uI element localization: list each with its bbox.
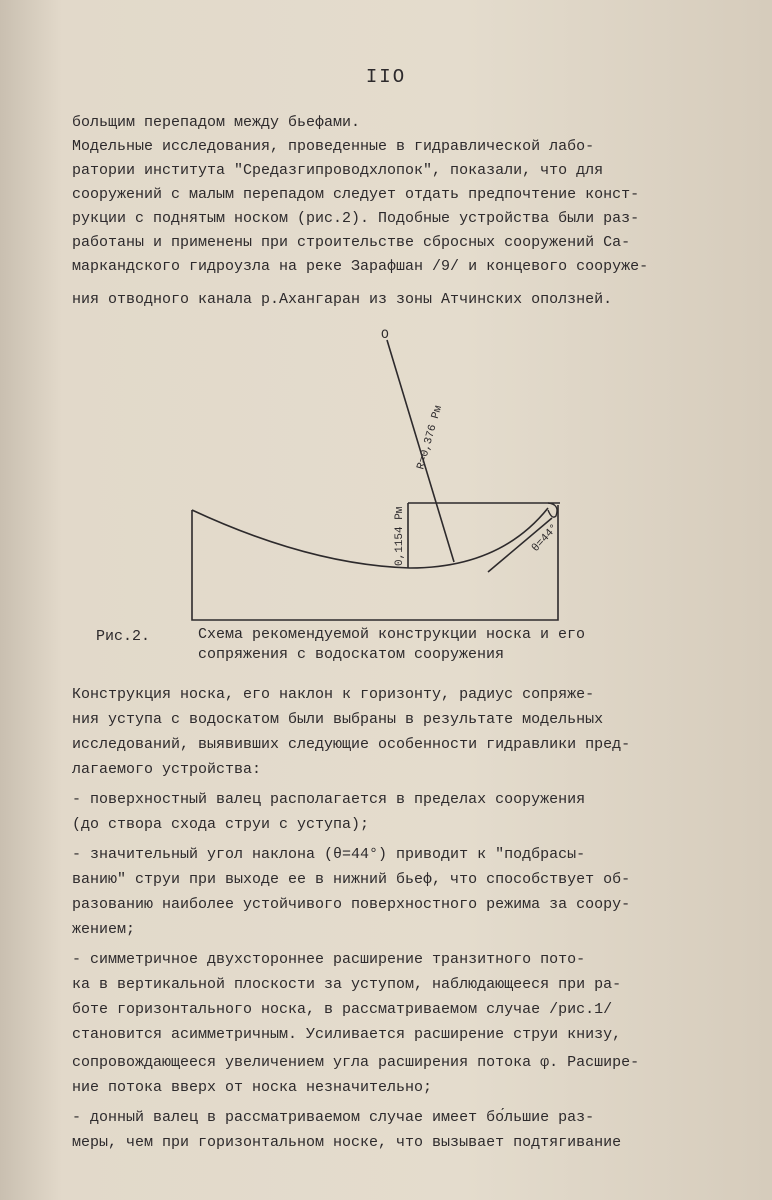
- text-line: сопровождающееся увеличением угла расширения потока φ. Расшире-: [72, 1054, 640, 1071]
- text-line: - симметричное двухстороннее расширение транзитного пото-: [72, 951, 586, 968]
- text-line: рукции с поднятым носком (рис.2). Подобные устройства были раз-: [72, 210, 640, 227]
- text-line: работаны и применены при строительстве сбросных сооружений Са-: [72, 234, 631, 251]
- page-number: IIO: [365, 66, 407, 88]
- text-line: ния уступа с водоскатом были выбраны в результате модельных: [72, 711, 604, 728]
- text-line: разованию наиболее устойчивого поверхностного режима за соору-: [72, 896, 631, 913]
- text-line: - поверхностный валец располагается в пределах сооружения: [72, 791, 586, 808]
- text-line: становится асимметричным. Усиливается расширение струи книзу,: [72, 1026, 622, 1043]
- text-line: Конструкция носка, его наклон к горизонту, радиус сопряже-: [72, 686, 595, 703]
- text-line: лагаемого устройства:: [72, 761, 262, 778]
- text-line: ванию" струи при выходе ее в нижний бьеф, что способствует об-: [72, 871, 631, 888]
- figure-caption-label: Рис.2.: [96, 628, 151, 645]
- height-label: 0,1154 Pм: [394, 506, 406, 566]
- text-line: (до створа схода струи с уступа);: [72, 816, 370, 833]
- text-line: ния отводного канала р.Ахангаран из зоны Атчинских оползней.: [72, 291, 613, 308]
- text-line: ние потока вверх от носка незначительно;: [72, 1079, 433, 1096]
- text-line: больщим перепадом между бьефами.: [72, 114, 361, 131]
- angle-label: θ=44°: [530, 522, 562, 555]
- text-line: жением;: [72, 921, 136, 938]
- text-line: Модельные исследования, проведенные в гидравлической лабо-: [72, 138, 595, 155]
- text-line: сооружений с малым перепадом следует отдать предпочтение конст-: [72, 186, 640, 203]
- text-line: - значительный угол наклона (θ=44°) приводит к "подбрасы-: [72, 846, 586, 863]
- spillway-curve: [192, 508, 548, 568]
- text-line: исследований, выявивших следующие особенности гидравлики пред-: [72, 736, 631, 753]
- text-line: меры, чем при горизонтальном носке, что вызывает подтягивание: [72, 1134, 622, 1151]
- text-line: - донный валец в рассматриваемом случае имеет бо́льшие раз-: [72, 1109, 595, 1126]
- nose-tip: [548, 503, 557, 517]
- text-line: ратории института "Средазгипроводхлопок", показали, что для: [72, 162, 604, 179]
- text-line: ка в вертикальной плоскости за уступом, наблюдающееся при ра-: [72, 976, 622, 993]
- structure-outline: [192, 505, 558, 620]
- radius-label: R=0,376 Pм: [415, 404, 446, 472]
- center-label: O: [381, 327, 389, 342]
- text-line: маркандского гидроузла на реке Зарафшан /9/ и концевого сооруже-: [72, 258, 649, 275]
- text-line: боте горизонтального носка, в рассматриваемом случае /рис.1/: [72, 1001, 613, 1018]
- figure-caption-line: сопряжения с водоскатом сооружения: [198, 646, 505, 663]
- figure-caption-line: Схема рекомендуемой конструкции носка и его: [198, 626, 586, 643]
